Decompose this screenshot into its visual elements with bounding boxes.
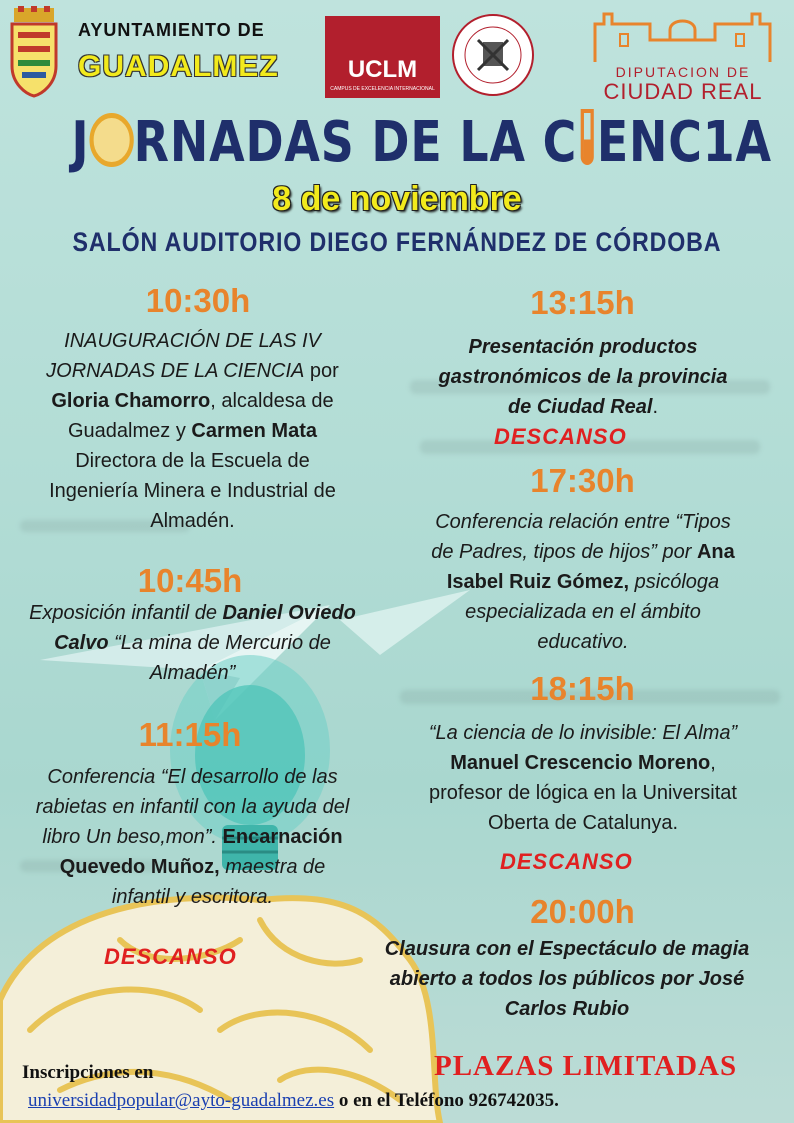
inauguracion-line1: INAUGURACIÓN DE LAS IV: [64, 330, 321, 352]
right-time-2000: 20:00h: [530, 893, 635, 930]
conferencia-line2: rabietas en infantil con la ayuda del: [35, 796, 350, 818]
tipos-padres-line2: de Padres, tipos de hijos” por: [431, 541, 697, 563]
conferencia-line3: libro Un beso,mon”.: [42, 826, 217, 848]
exposicion-line1: Exposición infantil de: [29, 602, 223, 624]
clausura-line2: abierto a todos los públicos por José: [389, 968, 745, 990]
alma-profesor: profesor de lógica en la Universitat: [429, 782, 737, 804]
title-part3: ENC1A: [596, 110, 772, 175]
tipos-padres-psicologa: psicóloga: [629, 571, 720, 593]
test-tube-icon: [580, 109, 593, 165]
speaker-ana: Ana: [696, 541, 735, 563]
inauguracion-escuela: Ingeniería Minera e Industrial de: [49, 480, 336, 502]
bacteria-petri-icon: [89, 113, 133, 167]
inauguracion-almaden: Almadén.: [150, 510, 235, 532]
tipos-padres-especializada: especializada en el ámbito: [465, 601, 701, 623]
speaker-isabel-ruiz: Isabel Ruiz Gómez,: [446, 571, 630, 593]
plazas-limitadas: PLAZAS LIMITADAS: [434, 1050, 738, 1082]
left-time-1045: 10:45h: [137, 562, 243, 599]
event-title: [71, 108, 772, 178]
diputacion-building-icon: [590, 4, 775, 64]
tipos-padres-line1: Conferencia relación entre “Tipos: [435, 511, 731, 533]
mining-school-seal-icon: [450, 12, 536, 98]
uclm-logo: [325, 16, 440, 98]
exposicion-almaden: Almadén”: [149, 662, 236, 684]
inauguracion-line2: JORNADAS DE LA CIENCIA: [46, 360, 305, 382]
event-date: 8 de noviembre: [272, 180, 522, 218]
speaker-encarnacion: Encarnación: [216, 826, 343, 848]
left-event-conferencia: [5, 762, 380, 912]
left-time-1030: 10:30h: [145, 282, 251, 319]
artist-calvo: Calvo: [54, 632, 109, 654]
event-venue: SALÓN AUDITORIO DIEGO FERNÁNDEZ DE CÓRDOBA: [72, 227, 722, 257]
inauguracion-guadalmez: Guadalmez y: [68, 420, 192, 442]
ayuntamiento-line2: GUADALMEZ: [78, 50, 279, 83]
conferencia-maestra: maestra de: [219, 856, 326, 878]
presentacion-line3: de Ciudad Real: [507, 396, 653, 418]
right-time-1730: 17:30h: [530, 462, 635, 499]
left-event-exposicion: [5, 598, 380, 688]
coat-of-arms-icon: [8, 6, 60, 98]
email-link[interactable]: universidadpopular@ayto-guadalmez.es: [28, 1090, 335, 1111]
speaker-quevedo: Quevedo Muñoz,: [59, 856, 220, 878]
uclm-logo-sub: CAMPUS DE EXCELENCIA INTERNACIONAL: [330, 86, 435, 92]
diputacion-line1: DIPUTACION DE: [615, 64, 751, 80]
uclm-logo-text: UCLM: [347, 56, 418, 83]
right-time-1815: 18:15h: [530, 670, 635, 707]
title-part2: RNADAS DE LA C: [133, 110, 578, 175]
right-event-clausura: [362, 934, 772, 1024]
right-event-presentacion: [398, 332, 768, 422]
presentacion-line2: gastronómicos de la provincia: [438, 366, 728, 388]
right-descanso-1: DESCANSO: [494, 424, 627, 449]
clausura-line1: Clausura con el Espectáculo de magia: [384, 938, 750, 960]
tipos-padres-educativo: educativo.: [537, 631, 629, 653]
exposicion-title: “La mina de Mercurio de: [108, 632, 331, 654]
right-descanso-2: DESCANSO: [500, 849, 633, 874]
alma-line1: “La ciencia de lo invisible: El Alma”: [428, 722, 738, 744]
inauguracion-directora: Directora de la Escuela de: [75, 450, 310, 472]
ayuntamiento-line1: AYUNTAMIENTO DE: [78, 20, 265, 40]
alma-comma: ,: [710, 752, 716, 774]
conferencia-escritora: infantil y escritora.: [111, 886, 274, 908]
artist-daniel-oviedo: Daniel Oviedo: [222, 602, 356, 624]
right-event-alma: [398, 718, 768, 838]
left-time-1115: 11:15h: [138, 716, 242, 753]
conferencia-line1: Conferencia “El desarrollo de las: [47, 766, 338, 788]
speaker-manuel-crescencio: Manuel Crescencio Moreno: [450, 752, 711, 774]
inauguracion-alcaldesa: , alcaldesa de: [210, 390, 334, 412]
alma-universitat: Oberta de Catalunya.: [487, 812, 679, 834]
left-descanso: DESCANSO: [104, 944, 237, 969]
left-event-inauguracion: [5, 326, 380, 536]
diputacion-line2: CIUDAD REAL: [603, 79, 763, 104]
title-part1: J: [71, 110, 90, 175]
right-time-1315: 13:15h: [530, 284, 635, 321]
right-event-tipos-padres: [398, 507, 768, 657]
speaker-carmen-mata: Carmen Mata: [191, 420, 317, 442]
speaker-gloria-chamorro: Gloria Chamorro: [51, 390, 211, 412]
presentacion-period: .: [652, 396, 659, 418]
presentacion-line1: Presentación productos: [468, 336, 698, 358]
contact-line: [28, 1090, 559, 1112]
inauguracion-por: por: [304, 360, 339, 382]
clausura-line3: Carlos Rubio: [504, 998, 630, 1020]
telefono-text: o en el Teléfono 926742035.: [334, 1090, 559, 1111]
inscripciones-label: Inscripciones en: [22, 1062, 154, 1083]
